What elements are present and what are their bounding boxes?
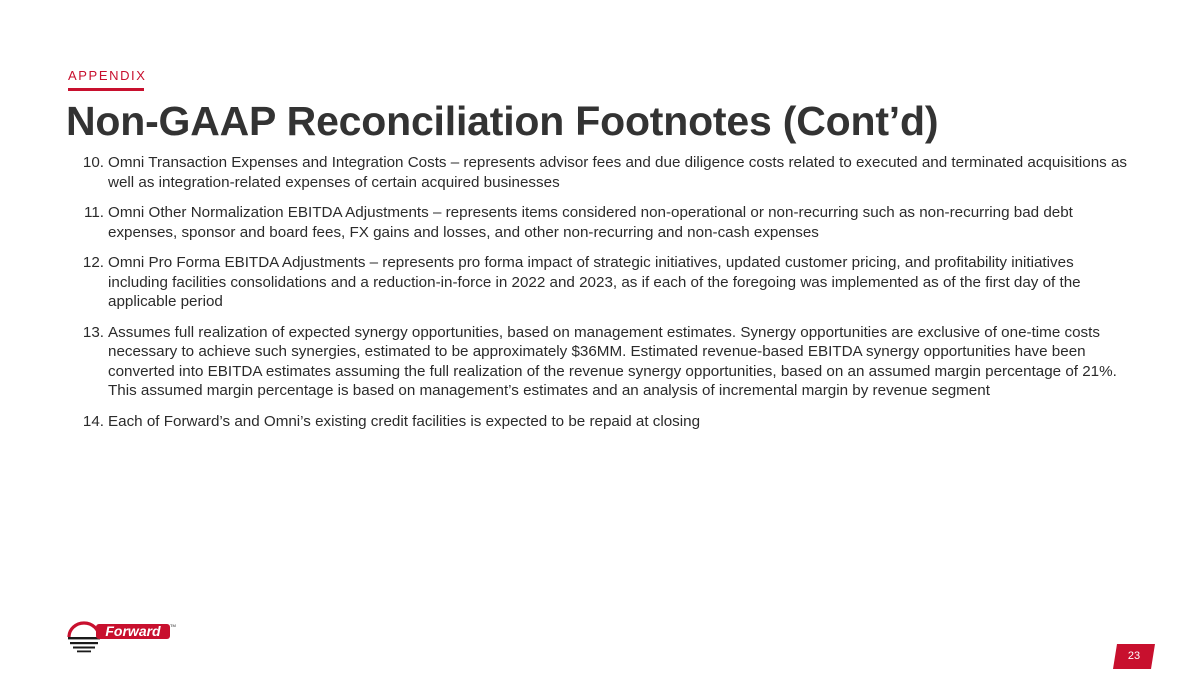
footnote-list [66, 153, 1128, 442]
page-title: Non-GAAP Reconciliation Footnotes (Cont’d) [66, 98, 939, 144]
footnote-number: 11. [84, 204, 104, 221]
page-number: 23 [1127, 650, 1141, 662]
accent-rule [68, 88, 144, 91]
logo-wordmark: Forward [105, 623, 161, 639]
footnote-number: 14. [82, 412, 104, 430]
forward-logo-icon [66, 617, 176, 657]
page-number-badge [1113, 644, 1155, 669]
footnote-item [66, 203, 1128, 242]
footnote-text: Omni Transaction Expenses and Integration Costs – represents advisor fees and due diligence costs related to executed and terminated acquisitions as well as integration-related expenses of certain acquired businesses [108, 154, 1127, 191]
footnote-number: 13. [82, 323, 104, 341]
footnote-number: 10. [82, 154, 104, 171]
footnote-text: Each of Forward’s and Omni’s existing credit facilities is expected to be repaid at closing [108, 412, 701, 430]
footnote-text: Omni Other Normalization EBITDA Adjustments – represents items considered non-operational or non-recurring such as non-recurring bad debt expenses, sponsor and board fees, FX gains and losses, and other non-recurring and non-cash expenses [108, 204, 1073, 241]
forward-logo [66, 617, 176, 657]
footnote-item [66, 323, 1128, 401]
footnote-text: Omni Pro Forma EBITDA Adjustments – represents pro forma impact of strategic initiatives, updated customer pricing, and profitability initiatives including facilities consolidations and a reduction-in-force in 2022 and 2023, as if each of the foregoing was implemented as of the first day of the applicable period [108, 254, 1081, 310]
footnote-text: Assumes full realization of expected synergy opportunities, based on management estimates. Synergy opportunities are exclusive of one-time costs necessary to achieve such synergies, estimated to be approximately $36MM. Estimated revenue-based EBITDA synergy opportunities have been converted into EBITDA estimates assuming the full realization of the revenue synergy opportunities, based on an assumed margin percentage of 21%. This assumed margin percentage is based on management’s estimates and an analysis of incremental margin by revenue segment [108, 323, 1117, 399]
section-label: APPENDIX [68, 68, 147, 83]
footnote-item [66, 153, 1128, 192]
footnote-item [66, 253, 1128, 312]
footnote-item [66, 412, 1128, 432]
footnote-number: 12. [82, 254, 104, 271]
svg-text:TM: TM [170, 623, 176, 628]
